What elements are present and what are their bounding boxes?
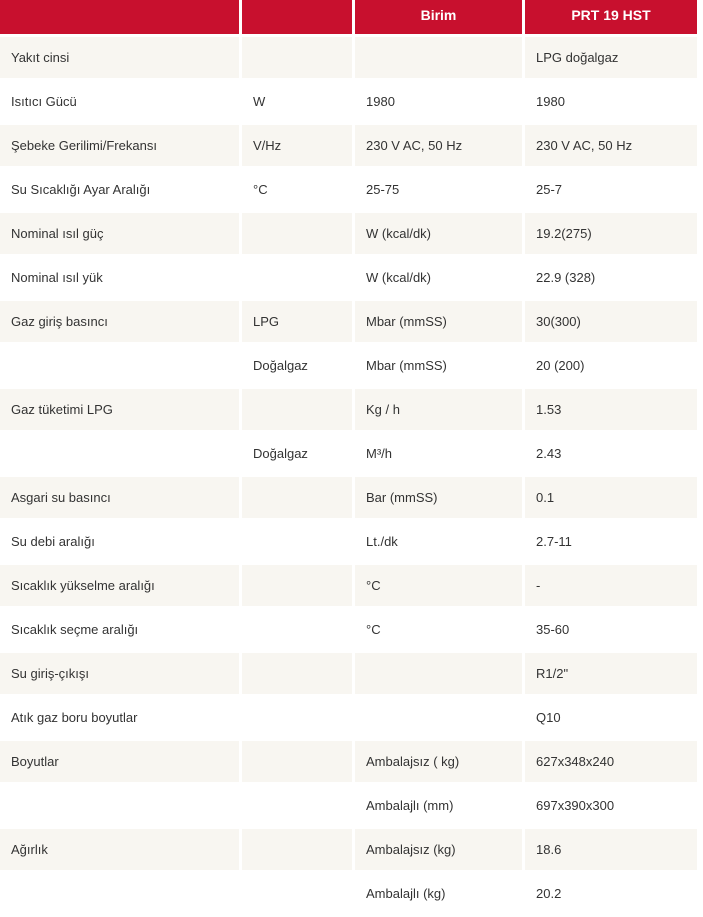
parameter-cell: Gaz giriş basıncı [0, 301, 239, 342]
table-row [0, 213, 697, 254]
unit-cell: 25-75 [355, 169, 522, 210]
parameter-cell: Şebeke Gerilimi/Frekansı [0, 125, 239, 166]
value-cell: 0.1 [525, 477, 697, 518]
header-row [0, 0, 697, 34]
parameter-cell: Su Sıcaklığı Ayar Aralığı [0, 169, 239, 210]
unit-cell: W (kcal/dk) [355, 257, 522, 298]
value-cell: 1.53 [525, 389, 697, 430]
parameter-cell: Atık gaz boru boyutlar [0, 697, 239, 738]
table-row [0, 81, 697, 122]
value-cell: 20 (200) [525, 345, 697, 386]
unit-cell: 230 V AC, 50 Hz [355, 125, 522, 166]
unit-type-cell [242, 37, 352, 78]
parameter-cell: Asgari su basıncı [0, 477, 239, 518]
header-cell-parameter [0, 0, 239, 34]
unit-cell: °C [355, 565, 522, 606]
parameter-cell: Su debi aralığı [0, 521, 239, 562]
unit-type-cell [242, 653, 352, 694]
unit-type-cell: W [242, 81, 352, 122]
value-cell: - [525, 565, 697, 606]
unit-type-cell [242, 521, 352, 562]
value-cell: 19.2(275) [525, 213, 697, 254]
parameter-cell: Gaz tüketimi LPG [0, 389, 239, 430]
value-cell: 2.43 [525, 433, 697, 474]
table-row [0, 477, 697, 518]
value-cell: 30(300) [525, 301, 697, 342]
unit-cell: Bar (mmSS) [355, 477, 522, 518]
table-row [0, 125, 697, 166]
unit-type-cell [242, 697, 352, 738]
parameter-cell: Nominal ısıl güç [0, 213, 239, 254]
unit-type-cell: Doğalgaz [242, 345, 352, 386]
table-row [0, 301, 697, 342]
value-cell: 25-7 [525, 169, 697, 210]
parameter-cell [0, 785, 239, 826]
table-row [0, 345, 697, 386]
table-row [0, 169, 697, 210]
unit-type-cell [242, 829, 352, 870]
unit-cell [355, 653, 522, 694]
value-cell: 20.2 [525, 873, 697, 914]
unit-type-cell: °C [242, 169, 352, 210]
header-cell-unit-type [242, 0, 352, 34]
unit-type-cell: V/Hz [242, 125, 352, 166]
value-cell: 627x348x240 [525, 741, 697, 782]
unit-type-cell [242, 873, 352, 914]
parameter-cell [0, 345, 239, 386]
parameter-cell: Nominal ısıl yük [0, 257, 239, 298]
value-cell: R1/2" [525, 653, 697, 694]
unit-type-cell [242, 257, 352, 298]
table-row [0, 257, 697, 298]
table-row [0, 697, 697, 738]
parameter-cell: Yakıt cinsi [0, 37, 239, 78]
value-cell: 697x390x300 [525, 785, 697, 826]
table-row [0, 785, 697, 826]
unit-cell: Mbar (mmSS) [355, 345, 522, 386]
parameter-cell: Isıtıcı Gücü [0, 81, 239, 122]
parameter-cell [0, 873, 239, 914]
parameter-cell: Sıcaklık yükselme aralığı [0, 565, 239, 606]
table-row [0, 741, 697, 782]
value-cell: LPG doğalgaz [525, 37, 697, 78]
unit-cell: M³/h [355, 433, 522, 474]
table-row [0, 873, 697, 914]
table-row [0, 521, 697, 562]
parameter-cell [0, 433, 239, 474]
header-cell-unit: Birim [355, 0, 522, 34]
unit-cell: Ambalajlı (mm) [355, 785, 522, 826]
value-cell: 35-60 [525, 609, 697, 650]
header-cell-model: PRT 19 HST [525, 0, 697, 34]
parameter-cell: Boyutlar [0, 741, 239, 782]
value-cell: 2.7-11 [525, 521, 697, 562]
table-row [0, 433, 697, 474]
value-cell: 18.6 [525, 829, 697, 870]
unit-type-cell: Doğalgaz [242, 433, 352, 474]
unit-cell: Kg / h [355, 389, 522, 430]
unit-cell: W (kcal/dk) [355, 213, 522, 254]
unit-type-cell [242, 477, 352, 518]
table-row [0, 389, 697, 430]
unit-cell [355, 37, 522, 78]
table-row [0, 829, 697, 870]
unit-type-cell [242, 565, 352, 606]
unit-type-cell [242, 389, 352, 430]
parameter-cell: Su giriş-çıkışı [0, 653, 239, 694]
unit-cell: Mbar (mmSS) [355, 301, 522, 342]
table-row [0, 609, 697, 650]
unit-type-cell: LPG [242, 301, 352, 342]
table-row [0, 653, 697, 694]
unit-type-cell [242, 741, 352, 782]
unit-cell [355, 697, 522, 738]
unit-cell: Ambalajsız (kg) [355, 829, 522, 870]
unit-cell: Ambalajlı (kg) [355, 873, 522, 914]
unit-cell: 1980 [355, 81, 522, 122]
value-cell: Q10 [525, 697, 697, 738]
value-cell: 1980 [525, 81, 697, 122]
unit-cell: Ambalajsız ( kg) [355, 741, 522, 782]
unit-type-cell [242, 213, 352, 254]
unit-cell: °C [355, 609, 522, 650]
value-cell: 230 V AC, 50 Hz [525, 125, 697, 166]
unit-cell: Lt./dk [355, 521, 522, 562]
table-row [0, 565, 697, 606]
value-cell: 22.9 (328) [525, 257, 697, 298]
spec-body [0, 37, 697, 914]
parameter-cell: Sıcaklık seçme aralığı [0, 609, 239, 650]
unit-type-cell [242, 609, 352, 650]
unit-type-cell [242, 785, 352, 826]
table-row [0, 37, 697, 78]
parameter-cell: Ağırlık [0, 829, 239, 870]
